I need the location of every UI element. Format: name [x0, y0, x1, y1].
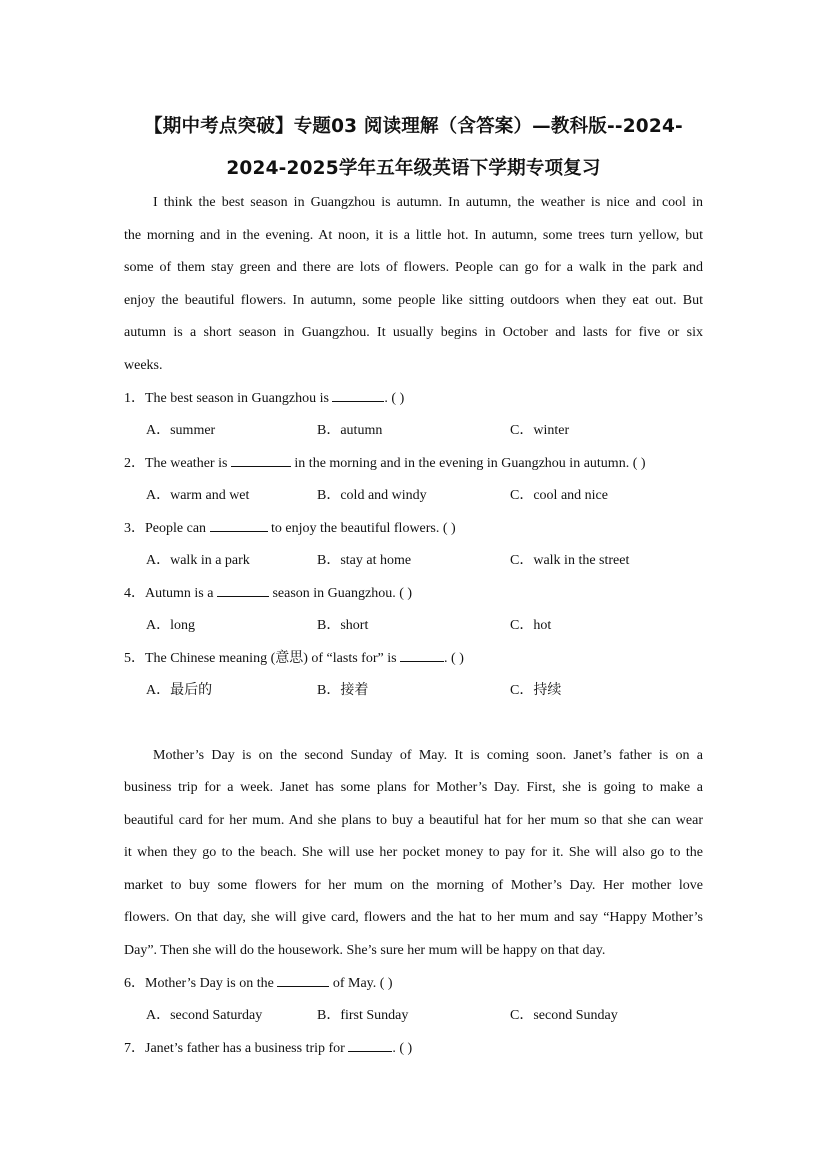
question-text: Mother’s Day is on the	[145, 976, 274, 991]
passage-line: Day”. Then she will do the housework. She’s sure her mum will be happy on that day.	[124, 943, 606, 958]
option-b[interactable]: B．接着	[317, 683, 369, 698]
passage-line: weeks.	[124, 358, 163, 373]
question-text: People can	[145, 521, 207, 536]
answer-blank[interactable]	[231, 454, 291, 467]
passage-line: I think the best season in Guangzhou is autumn. In autumn, the weather is nice and cool in	[153, 195, 703, 210]
option-b[interactable]: B．short	[317, 618, 369, 633]
option-b[interactable]: B．first Sunday	[317, 1008, 409, 1023]
option-b[interactable]: B．autumn	[317, 423, 383, 438]
option-a[interactable]: A．最后的	[146, 683, 213, 698]
option-c[interactable]: C．cool and nice	[510, 488, 608, 503]
option-a[interactable]: A．summer	[146, 423, 216, 438]
option-a[interactable]: A．second Saturday	[146, 1008, 263, 1023]
question-text: The Chinese meaning (意思) of “lasts for” is	[145, 651, 397, 666]
passage-line: it when they go to the beach. She will use her pocket money to pay for it. She will also go to the	[124, 845, 703, 860]
passage-line: Mother’s Day is on the second Sunday of May. It is coming soon. Janet’s father is on a	[153, 748, 703, 763]
question-text: The weather is	[145, 456, 228, 471]
option-a[interactable]: A．walk in a park	[146, 553, 250, 568]
page-title-line-1: 【期中考点突破】专题03 阅读理解（含答案）—教科版--2024-	[144, 116, 683, 137]
option-c[interactable]: C．second Sunday	[510, 1008, 618, 1023]
question-6	[124, 974, 393, 993]
page-title-line-2: 2024-2025学年五年级英语下学期专项复习	[226, 158, 601, 179]
question-3	[124, 519, 456, 538]
option-c[interactable]: C．walk in the street	[510, 553, 630, 568]
question-text-end: season in Guangzhou. ( )	[272, 586, 413, 601]
passage-line: the morning and in the evening. At noon, it is a little hot. In autumn, some trees turn yellow, but	[124, 228, 703, 243]
answer-blank[interactable]	[210, 519, 268, 532]
question-number: 1．	[124, 391, 145, 406]
question-4	[124, 584, 412, 603]
question-number: 6．	[124, 976, 145, 991]
option-c[interactable]: C．hot	[510, 618, 552, 633]
question-number: 2．	[124, 456, 145, 471]
question-5	[124, 649, 464, 668]
passage-line: flowers. On that day, she will give card, flowers and the hat to her mum and say “Happy Mother’s	[124, 910, 703, 925]
passage-line: some of them stay green and there are lots of flowers. People can go for a walk in the park and	[124, 260, 703, 275]
question-text: Autumn is a	[145, 586, 214, 601]
question-text-end: in the morning and in the evening in Guangzhou in autumn. ( )	[294, 456, 646, 471]
passage-line: enjoy the beautiful flowers. In autumn, some people like sitting outdoors when they eat out. But	[124, 293, 703, 308]
answer-blank[interactable]	[400, 649, 444, 662]
question-1	[124, 389, 404, 408]
question-7	[124, 1039, 412, 1058]
passage-line: beautiful card for her mum. And she plans to buy a beautiful hat for her mum so that she can wear	[124, 813, 703, 828]
answer-blank[interactable]	[332, 389, 384, 402]
answer-blank[interactable]	[217, 584, 269, 597]
question-number: 3．	[124, 521, 145, 536]
option-b[interactable]: B．stay at home	[317, 553, 412, 568]
option-b[interactable]: B．cold and windy	[317, 488, 427, 503]
question-text-end: . ( )	[384, 391, 405, 406]
passage-line: autumn is a short season in Guangzhou. It usually begins in October and lasts for five or six	[124, 325, 703, 340]
question-number: 5．	[124, 651, 145, 666]
option-a[interactable]: A．warm and wet	[146, 488, 250, 503]
option-a[interactable]: A．long	[146, 618, 195, 633]
question-text-end: . ( )	[392, 1041, 413, 1056]
answer-blank[interactable]	[277, 974, 329, 987]
question-text-end: to enjoy the beautiful flowers. ( )	[271, 521, 456, 536]
answer-blank[interactable]	[348, 1039, 392, 1052]
question-number: 7．	[124, 1041, 145, 1056]
option-c[interactable]: C．持续	[510, 683, 562, 698]
question-text: The best season in Guangzhou is	[145, 391, 329, 406]
passage-line: business trip for a week. Janet has some plans for Mother’s Day. First, she is going to make a	[124, 780, 703, 795]
option-c[interactable]: C．winter	[510, 423, 570, 438]
question-text: Janet’s father has a business trip for	[145, 1041, 345, 1056]
question-2	[124, 454, 646, 473]
passage-line: market to buy some flowers for her mum on the morning of Mother’s Day. Her mother love	[124, 878, 703, 893]
question-number: 4．	[124, 586, 145, 601]
question-text-end: of May. ( )	[332, 976, 393, 991]
question-text-end: . ( )	[444, 651, 464, 666]
